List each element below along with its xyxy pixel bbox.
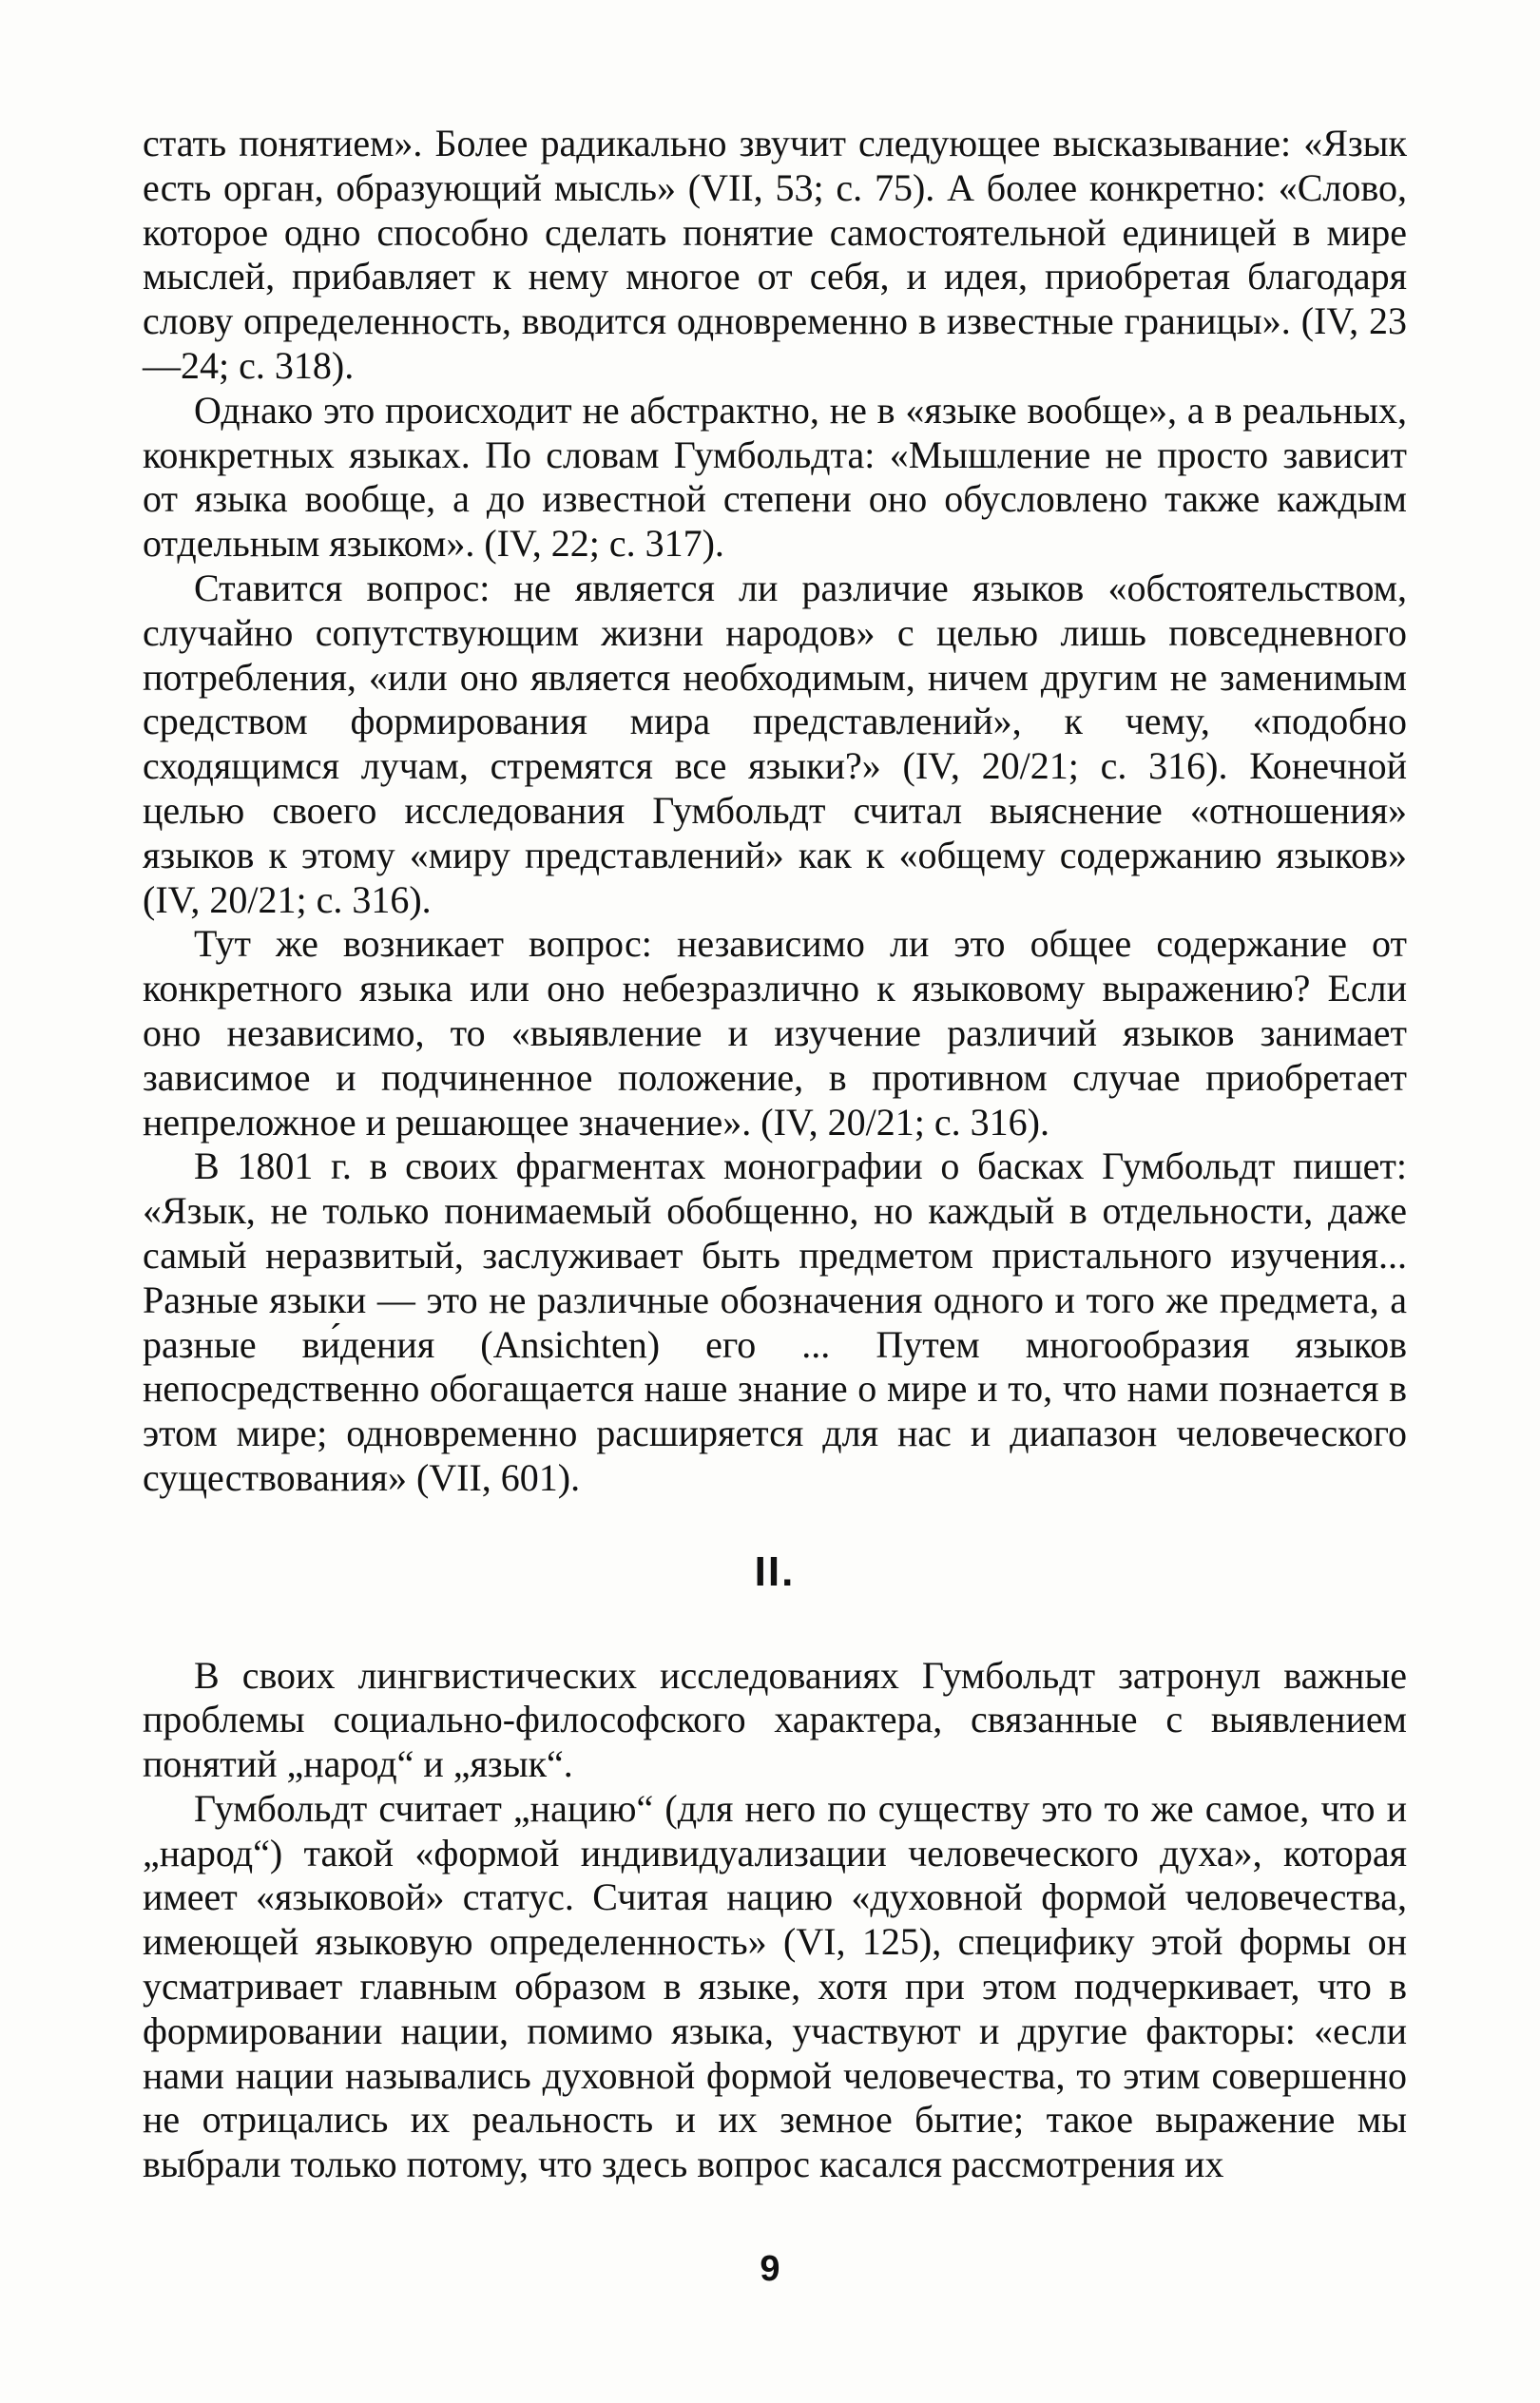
section-heading: II.: [754, 1548, 796, 1595]
paragraph: В своих лингвистических исследованиях Гумбольдт затронул важные проблемы социально-философского характера, связанные с выявлением понятий „народ“ и „язык“.: [143, 1653, 1407, 1786]
paragraph: стать понятием». Более радикально звучит следующее высказывание: «Язык есть орган, образующий мысль» (VII, 53; с. 75). А более конкретно: «Слово, которое одно способно сделать понятие самостоятельной единицей в мире мыслей, прибавляет к нему многое от себя, и идея, приобретая благодаря слову определенность, вводится одновременно в известные границы». (IV, 23—24; с. 318).: [143, 122, 1407, 387]
page-body: [143, 122, 1407, 2187]
paragraph: Ставится вопрос: не является ли различие языков «обстоятельством, случайно сопутствующим жизни народов» с целью лишь повседневного потребления, «или оно является необходимым, ничем другим не заменимым средством формирования мира представлений», к чему, «подобно сходящимся лучам, стремятся все языки?» (IV, 20/21; с. 316). Конечной целью своего исследования Гумбольдт считал выяснение «отношения» языков к этому «миру представлений» как к «общему содержанию языков» (IV, 20/21; с. 316).: [143, 566, 1407, 921]
paragraph: Гумбольдт считает „нацию“ (для него по существу это то же самое, что и „народ“) такой «формой индивидуализации человеческого духа», которая имеет «языковой» статус. Считая нацию «духовной формой человечества, имеющей языковую определенность» (VI, 125), специфику этой формы он усматривает главным образом в языке, хотя при этом подчеркивает, что в формировании нации, помимо языка, участвуют и другие факторы: «если нами нации назывались духовной формой человечества, то этим совершенно не отрицались их реальность и их земное бытие; такое выражение мы выбрали только потому, что здесь вопрос касался рассмотрения их: [143, 1786, 1407, 2186]
paragraph: В 1801 г. в своих фрагментах монографии о басках Гумбольдт пишет: «Язык, не только понимаемый обобщенно, но каждый в отдельности, даже самый неразвитый, заслуживает быть предметом пристального изучения... Разные языки — это не различные обозначения одного и того же предмета, а разные ви́дения (Ansichten) его ... Путем многообразия языков непосредственно обогащается наше знание о мире и то, что нами познается в этом мире; одновременно расширяется для нас и диапазон человеческого существования» (VII, 601).: [143, 1144, 1407, 1499]
page-number: 9: [760, 2249, 780, 2289]
paragraph: Тут же возникает вопрос: независимо ли это общее содержание от конкретного языка или оно небезразлично к языковому выражению? Если оно независимо, то «выявление и изучение различий языков занимает зависимое и подчиненное положение, в противном случае приобретает непреложное и решающее значение». (IV, 20/21; с. 316).: [143, 922, 1407, 1144]
paragraph: Однако это происходит не абстрактно, не в «языке вообще», а в реальных, конкретных языках. По словам Гумбольдта: «Мышление не просто зависит от языка вообще, а до известной степени оно обусловлено также каждым отдельным языком». (IV, 22; с. 317).: [143, 388, 1407, 566]
